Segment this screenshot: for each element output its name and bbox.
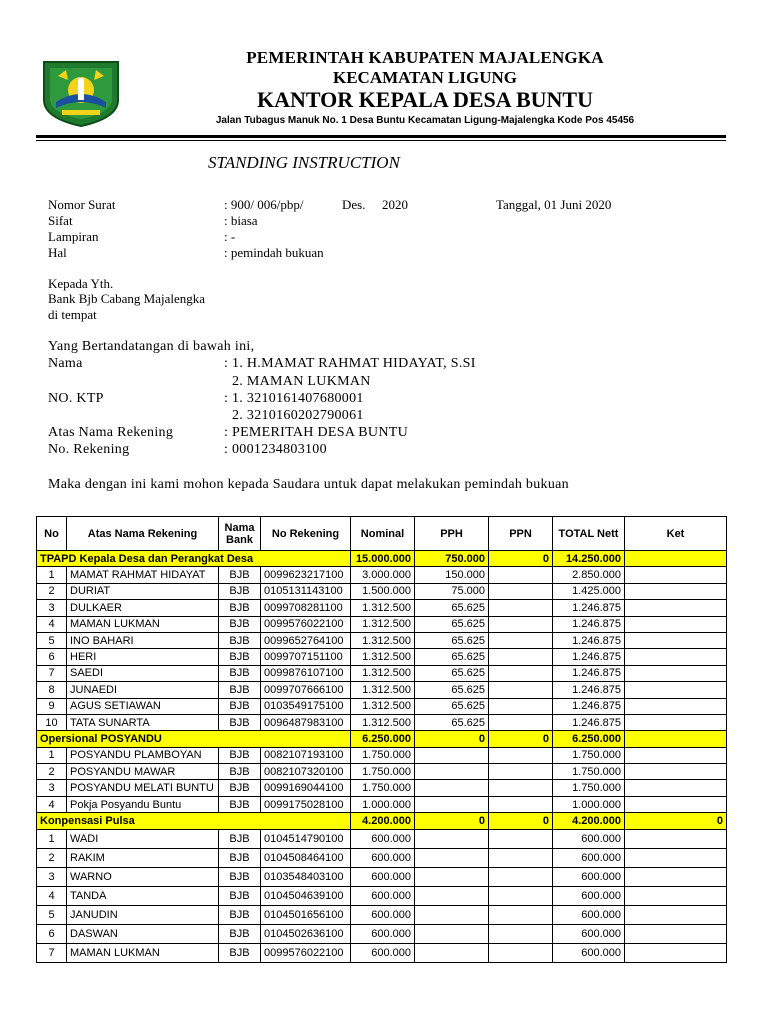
row-ket [625,780,727,796]
row-ppn [489,649,553,665]
atas-nama-value: : PEMERITAH DESA BUNTU [224,425,408,440]
col-ket: Ket [625,517,727,551]
row-bank: BJB [219,616,261,632]
row-nominal: 1.750.000 [351,764,415,780]
group-total: 6.250.000 [553,731,625,747]
row-name: Pokja Posyandu Buntu [67,796,219,812]
row-bank: BJB [219,764,261,780]
table-row [37,886,727,905]
hal-value: : pemindah bukuan [224,245,324,260]
row-ppn [489,665,553,681]
table-row [37,764,727,780]
nama-1: : 1. H.MAMAT RAHMAT HIDAYAT, S.SI [224,356,476,371]
group-title: TPAPD Kepala Desa dan Perangkat Desa [37,551,351,567]
row-rekening: 0082107193100 [261,747,351,763]
nomor-label: Nomor Surat [48,197,116,212]
row-name: MAMAN LUKMAN [67,943,219,962]
row-ppn [489,796,553,812]
group-pph: 0 [415,731,489,747]
row-pph [415,796,489,812]
row-bank: BJB [219,905,261,924]
row-ket [625,567,727,583]
row-rekening: 0099707151100 [261,649,351,665]
table-row [37,714,727,730]
row-name: AGUS SETIAWAN [67,698,219,714]
row-nominal: 1.312.500 [351,665,415,681]
row-ket [625,583,727,599]
row-rekening: 0096487983100 [261,714,351,730]
row-rekening: 0104508464100 [261,848,351,867]
row-total: 600.000 [553,924,625,943]
row-ppn [489,632,553,648]
row-name: SAEDI [67,665,219,681]
row-total: 1.246.875 [553,616,625,632]
row-total: 1.246.875 [553,682,625,698]
row-pph [415,943,489,962]
row-name: HERI [67,649,219,665]
row-rekening: 0104504639100 [261,886,351,905]
group-nominal: 15.000.000 [351,551,415,567]
row-ppn [489,848,553,867]
row-name: WADI [67,829,219,848]
row-total: 600.000 [553,848,625,867]
row-bank: BJB [219,682,261,698]
row-rekening: 0099652764100 [261,632,351,648]
row-name: RAKIM [67,848,219,867]
row-ppn [489,943,553,962]
group-nominal: 6.250.000 [351,731,415,747]
row-ppn [489,698,553,714]
row-bank: BJB [219,649,261,665]
ktp-1: : 1. 3210161407680001 [224,391,364,406]
row-pph: 65.625 [415,649,489,665]
row-bank: BJB [219,848,261,867]
row-ppn [489,764,553,780]
row-ket [625,796,727,812]
row-bank: BJB [219,567,261,583]
row-bank: BJB [219,600,261,616]
header-rule-thick [36,135,726,138]
row-bank: BJB [219,943,261,962]
row-no: 4 [37,796,67,812]
rekening-label: No. Rekening [48,442,130,457]
row-total: 1.246.875 [553,649,625,665]
tanggal: Tanggal, 01 Juni 2020 [496,197,612,212]
table-row [37,698,727,714]
row-total: 1.750.000 [553,747,625,763]
row-rekening: 0103548403100 [261,867,351,886]
row-no: 9 [37,698,67,714]
col-nominal: Nominal [351,517,415,551]
row-no: 3 [37,780,67,796]
row-no: 2 [37,583,67,599]
group-ket [625,551,727,567]
row-pph [415,829,489,848]
row-total: 600.000 [553,905,625,924]
row-rekening: 0104502636100 [261,924,351,943]
row-rekening: 0099876107100 [261,665,351,681]
table-row [37,905,727,924]
row-pph [415,764,489,780]
majalengka-emblem-logo [38,56,124,128]
row-total: 1.246.875 [553,632,625,648]
row-bank: BJB [219,583,261,599]
row-name: MAMAT RAHMAT HIDAYAT [67,567,219,583]
row-no: 4 [37,616,67,632]
row-ket [625,924,727,943]
table-row [37,796,727,812]
atas-nama-label: Atas Nama Rekening [48,425,174,440]
row-name: MAMAN LUKMAN [67,616,219,632]
row-ket [625,764,727,780]
table-row [37,632,727,648]
row-total: 1.750.000 [553,780,625,796]
row-ket [625,682,727,698]
row-no: 3 [37,600,67,616]
row-bank: BJB [219,867,261,886]
row-no: 1 [37,567,67,583]
group-ppn: 0 [489,813,553,829]
col-total: TOTAL Nett [553,517,625,551]
row-total: 600.000 [553,829,625,848]
ktp-2: 2. 3210160202790061 [232,408,364,423]
row-no: 8 [37,682,67,698]
group-pph: 0 [415,813,489,829]
row-rekening: 0099708281100 [261,600,351,616]
table-row [37,867,727,886]
row-ket [625,867,727,886]
group-row [37,551,727,567]
request-text: Maka dengan ini kami mohon kepada Saudara untuk dapat melakukan pemindah bukuan [48,477,569,492]
group-row [37,731,727,747]
row-ppn [489,886,553,905]
row-no: 6 [37,649,67,665]
table-row [37,829,727,848]
row-name: DURIAT [67,583,219,599]
row-pph: 65.625 [415,714,489,730]
lampiran-label: Lampiran [48,229,99,244]
row-ppn [489,567,553,583]
row-rekening: 0099576022100 [261,943,351,962]
table-row [37,665,727,681]
row-no: 2 [37,848,67,867]
row-name: DASWAN [67,924,219,943]
intro-text: Yang Bertandatangan di bawah ini, [48,339,255,354]
row-nominal: 1.750.000 [351,780,415,796]
nomor-value: : 900/ 006/pbp/ [224,197,304,212]
group-ppn: 0 [489,731,553,747]
row-ppn [489,747,553,763]
transfer-table [36,516,727,963]
nomor-des: Des. [342,197,366,212]
table-header-row [37,517,727,551]
row-name: DULKAER [67,600,219,616]
group-total: 14.250.000 [553,551,625,567]
row-no: 2 [37,764,67,780]
row-ket [625,698,727,714]
col-ppn: PPN [489,517,553,551]
table-row [37,780,727,796]
recipient-line2: Bank Bjb Cabang Majalengka [48,291,206,306]
row-rekening: 0104514790100 [261,829,351,848]
table-row [37,583,727,599]
col-name: Atas Nama Rekening [67,517,219,551]
row-total: 600.000 [553,867,625,886]
row-nominal: 1.750.000 [351,747,415,763]
row-bank: BJB [219,796,261,812]
row-pph [415,747,489,763]
row-ppn [489,583,553,599]
row-name: WARNO [67,867,219,886]
nama-2: 2. MAMAN LUKMAN [232,374,371,389]
row-no: 4 [37,886,67,905]
row-rekening: 0105131143100 [261,583,351,599]
row-ket [625,665,727,681]
row-rekening: 0099169044100 [261,780,351,796]
row-name: INO BAHARI [67,632,219,648]
row-total: 1.246.875 [553,698,625,714]
row-total: 1.246.875 [553,665,625,681]
lampiran-value: : - [224,229,236,244]
row-nominal: 1.312.500 [351,600,415,616]
row-pph: 65.625 [415,665,489,681]
row-ppn [489,867,553,886]
row-ket [625,616,727,632]
row-ket [625,848,727,867]
row-rekening: 0099623217100 [261,567,351,583]
row-rekening: 0099175028100 [261,796,351,812]
row-pph: 65.625 [415,600,489,616]
row-nominal: 1.000.000 [351,796,415,812]
row-ppn [489,714,553,730]
row-ppn [489,616,553,632]
col-no: No [37,517,67,551]
row-bank: BJB [219,665,261,681]
row-total: 1.246.875 [553,714,625,730]
row-rekening: 0099707666100 [261,682,351,698]
row-rekening: 0103549175100 [261,698,351,714]
row-pph: 65.625 [415,632,489,648]
row-nominal: 600.000 [351,829,415,848]
header-government: PEMERINTAH KABUPATEN MAJALENGKA [246,48,604,67]
row-ppn [489,829,553,848]
table-row [37,682,727,698]
row-ppn [489,924,553,943]
row-bank: BJB [219,747,261,763]
group-title: Opersional POSYANDU [37,731,351,747]
table-row [37,649,727,665]
row-nominal: 3.000.000 [351,567,415,583]
table-row [37,616,727,632]
row-rekening: 0104501656100 [261,905,351,924]
row-ppn [489,682,553,698]
row-nominal: 600.000 [351,924,415,943]
row-nominal: 600.000 [351,905,415,924]
row-nominal: 1.312.500 [351,698,415,714]
row-nominal: 1.312.500 [351,649,415,665]
row-pph: 65.625 [415,682,489,698]
row-bank: BJB [219,698,261,714]
row-name: POSYANDU PLAMBOYAN [67,747,219,763]
row-nominal: 600.000 [351,943,415,962]
recipient-line1: Kepada Yth. [48,276,114,291]
row-total: 2.850.000 [553,567,625,583]
group-pph: 750.000 [415,551,489,567]
row-ket [625,829,727,848]
table-row [37,747,727,763]
row-pph [415,886,489,905]
row-nominal: 1.312.500 [351,682,415,698]
row-pph: 75.000 [415,583,489,599]
row-ppn [489,905,553,924]
row-name: TANDA [67,886,219,905]
table-row [37,943,727,962]
row-nominal: 600.000 [351,867,415,886]
row-nominal: 600.000 [351,848,415,867]
row-ket [625,943,727,962]
row-ppn [489,600,553,616]
col-rekening: No Rekening [261,517,351,551]
group-ppn: 0 [489,551,553,567]
table-row [37,924,727,943]
row-no: 6 [37,924,67,943]
row-ket [625,905,727,924]
row-bank: BJB [219,632,261,648]
row-nominal: 1.500.000 [351,583,415,599]
sifat-label: Sifat [48,213,73,228]
row-no: 7 [37,665,67,681]
header-district: KECAMATAN LIGUNG [332,68,517,87]
document-title: STANDING INSTRUCTION [208,153,400,172]
row-total: 1.246.875 [553,600,625,616]
row-no: 3 [37,867,67,886]
group-title: Konpensasi Pulsa [37,813,351,829]
row-bank: BJB [219,714,261,730]
col-pph: PPH [415,517,489,551]
row-no: 5 [37,905,67,924]
row-no: 1 [37,747,67,763]
sifat-value: : biasa [224,213,258,228]
row-ket [625,632,727,648]
nomor-year: 2020 [382,197,408,212]
row-rekening: 0099576022100 [261,616,351,632]
row-name: POSYANDU MAWAR [67,764,219,780]
recipient-line3: di tempat [48,307,97,322]
hal-label: Hal [48,245,67,260]
row-ket [625,600,727,616]
row-pph: 150.000 [415,567,489,583]
col-bank: Nama Bank [219,517,261,551]
row-bank: BJB [219,780,261,796]
row-no: 1 [37,829,67,848]
row-total: 1.750.000 [553,764,625,780]
row-ket [625,714,727,730]
row-ket [625,747,727,763]
row-pph [415,867,489,886]
header-office: KANTOR KEPALA DESA BUNTU [257,87,593,112]
row-bank: BJB [219,886,261,905]
nama-label: Nama [48,356,83,371]
row-nominal: 600.000 [351,886,415,905]
row-rekening: 0082107320100 [261,764,351,780]
table-row [37,600,727,616]
row-pph [415,924,489,943]
group-nominal: 4.200.000 [351,813,415,829]
row-total: 1.425.000 [553,583,625,599]
row-nominal: 1.312.500 [351,714,415,730]
group-row [37,813,727,829]
ktp-label: NO. KTP [48,391,104,406]
row-bank: BJB [219,924,261,943]
row-no: 10 [37,714,67,730]
row-no: 7 [37,943,67,962]
row-pph [415,848,489,867]
group-ket: 0 [625,813,727,829]
row-total: 600.000 [553,943,625,962]
group-ket [625,731,727,747]
row-pph: 65.625 [415,616,489,632]
table-row [37,567,727,583]
row-bank: BJB [219,829,261,848]
row-pph: 65.625 [415,698,489,714]
row-name: JUNAEDI [67,682,219,698]
row-nominal: 1.312.500 [351,616,415,632]
row-nominal: 1.312.500 [351,632,415,648]
row-pph [415,905,489,924]
row-ppn [489,780,553,796]
row-name: JANUDIN [67,905,219,924]
header-address: Jalan Tubagus Manuk No. 1 Desa Buntu Kecamatan Ligung-Majalengka Kode Pos 45456 [215,115,635,126]
row-total: 1.000.000 [553,796,625,812]
row-total: 600.000 [553,886,625,905]
row-no: 5 [37,632,67,648]
row-pph [415,780,489,796]
rekening-value: : 0001234803100 [224,442,327,457]
row-name: POSYANDU MELATI BUNTU [67,780,219,796]
row-ket [625,649,727,665]
group-total: 4.200.000 [553,813,625,829]
header-rule-thin [36,140,726,141]
row-name: TATA SUNARTA [67,714,219,730]
row-ket [625,886,727,905]
table-row [37,848,727,867]
